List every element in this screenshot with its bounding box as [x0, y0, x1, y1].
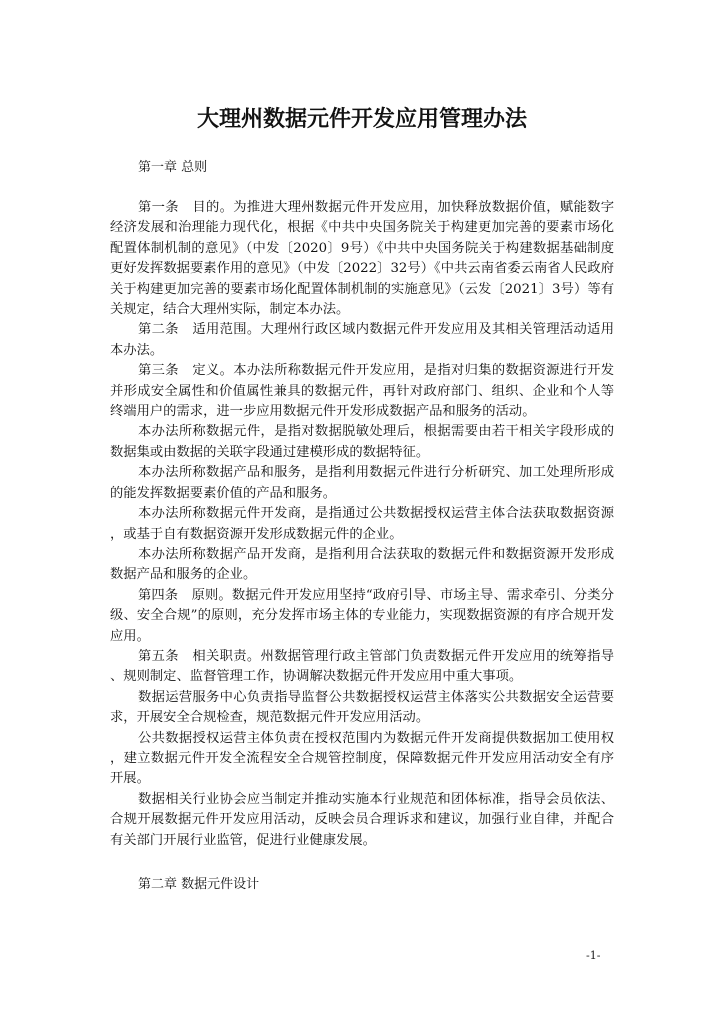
paragraph: 本办法所称数据元件开发商，是指通过公共数据授权运营主体合法获取数据资源，或基于自有数据资源开发形成数据元件的企业。 [110, 506, 614, 542]
document-title: 大理州数据元件开发应用管理办法 [196, 107, 527, 132]
paragraph: 本办法所称数据元件，是指对数据脱敏处理后，根据需要由若干相关字段形成的数据集或由数据的关联字段通过建模形成的数据特征。 [110, 424, 614, 460]
paragraph: 第四条 原则。数据元件开发应用坚持“政府引导、市场主导、需求牵引、分类分级、安全合规”的原则，充分发挥市场主体的专业能力，实现数据资源的有序合规开发应用。 [110, 587, 614, 644]
paragraph: 第一条 目的。为推进大理州数据元件开发应用，加快释放数据价值，赋能数字经济发展和治理能力现代化，根据《中共中央国务院关于构建更加完善的要素市场化配置体制机制的意见》（中发〔2020〕9号）《中共中央国务院关于构建数据基础制度更好发挥数据要素作用的意见》（中发〔2022〕32号）《中共云南省委云南省人民政府关于构建更加完善的要素市场化配置体制机制的实施意见》（云发〔2021〕3号）等有关规定，结合大理州实际，制定本办法。 [110, 200, 614, 318]
document-body [110, 158, 614, 895]
paragraph: 公共数据授权运营主体负责在授权范围内为数据元件开发商提供数据加工使用权，建立数据元件开发全流程安全合规管控制度，保障数据元件开发应用活动安全有序开展。 [110, 730, 614, 787]
paragraph: 本办法所称数据产品和服务，是指利用数据元件进行分析研究、加工处理所形成的能发挥数据要素价值的产品和服务。 [110, 465, 614, 501]
paragraph: 数据运营服务中心负责指导监督公共数据授权运营主体落实公共数据安全运营要求，开展安全合规检查，规范数据元件开发应用活动。 [110, 689, 614, 726]
paragraph: 本办法所称数据产品开发商，是指利用合法获取的数据元件和数据资源开发形成数据产品和服务的企业。 [110, 546, 614, 583]
paragraph: 数据相关行业协会应当制定并推动实施本行业规范和团体标准，指导会员依法、合规开展数据元件开发应用活动，反映会员合理诉求和建议，加强行业自律，并配合有关部门开展行业监管，促进行业健康发展。 [110, 791, 614, 848]
chapter-heading-2: 第二章 数据元件设计 [138, 877, 260, 892]
paragraph: 第五条 相关职责。州数据管理行政主管部门负责数据元件开发应用的统筹指导、规则制定、监督管理工作，协调解决数据元件开发应用中重大事项。 [110, 648, 614, 685]
paragraph: 第三条 定义。本办法所称数据元件开发应用，是指对归集的数据资源进行开发并形成安全属性和价值属性兼具的数据元件，再针对政府部门、组织、企业和个人等终端用户的需求，进一步应用数据元件开发形成数据产品和服务的活动。 [110, 363, 614, 420]
chapter-heading-1: 第一章 总则 [138, 160, 208, 175]
page-number: -1- [586, 949, 601, 962]
paragraph: 第二条 适用范围。大理州行政区域内数据元件开发应用及其相关管理活动适用本办法。 [110, 322, 614, 358]
